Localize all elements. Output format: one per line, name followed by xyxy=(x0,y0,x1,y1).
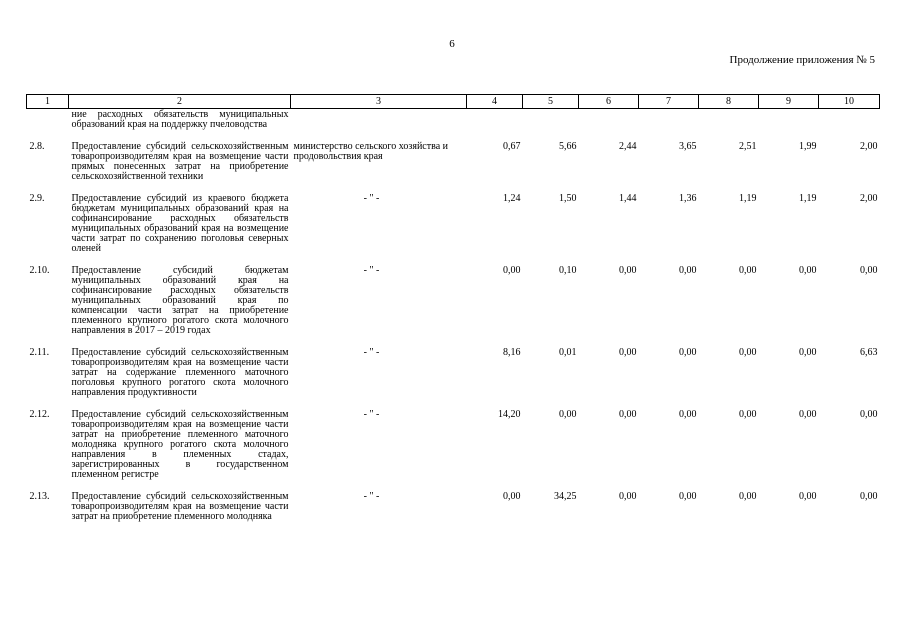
continuation-label: Продолжение приложения № 5 xyxy=(729,54,875,66)
row-value: 0,00 xyxy=(739,265,757,276)
row-description: Предоставление субсидий из краевого бюджета бюджетам муниципальных образований края на софинансирование расходных обязательств муниципальных образований края на возмещение части затрат по сохранению поголовья северных оленей xyxy=(71,193,289,254)
table-row xyxy=(27,136,880,188)
row-value xyxy=(699,109,759,137)
column-header: 2 xyxy=(69,95,291,109)
row-value: 0,00 xyxy=(860,491,878,502)
row-value xyxy=(819,109,880,137)
row-value: 2,44 xyxy=(619,141,637,152)
row-value: 2,00 xyxy=(860,193,878,204)
row-value: 2,51 xyxy=(739,141,757,152)
row-value: 6,63 xyxy=(860,347,878,358)
row-value: 1,19 xyxy=(799,193,817,204)
row-value: 0,01 xyxy=(559,347,577,358)
row-value xyxy=(467,109,523,137)
row-value: 1,36 xyxy=(679,193,697,204)
row-value xyxy=(759,109,819,137)
row-number xyxy=(27,109,69,137)
table-row xyxy=(27,109,880,137)
row-value: 0,00 xyxy=(799,491,817,502)
row-number: 2.8. xyxy=(29,141,45,152)
row-value: 0,00 xyxy=(739,409,757,420)
row-description: Предоставление субсидий сельскохозяйственным товаропроизводителям края на возмещение части затрат на приобретение племенного маточного молодняка крупного рогатого скота молочного направления в племенных стадах, зарегистрированных в государственном племенном регистре xyxy=(71,409,289,480)
row-value: 0,00 xyxy=(799,347,817,358)
table-row xyxy=(27,486,880,528)
row-value: 0,00 xyxy=(860,409,878,420)
table-row xyxy=(27,404,880,486)
row-value: 0,00 xyxy=(860,265,878,276)
column-header: 8 xyxy=(699,95,759,109)
row-value: 5,66 xyxy=(559,141,577,152)
row-value: 0,10 xyxy=(559,265,577,276)
row-value: 0,00 xyxy=(619,347,637,358)
header-row xyxy=(27,95,880,109)
row-value: 1,24 xyxy=(503,193,521,204)
row-number: 2.11. xyxy=(29,347,50,358)
row-value: 3,65 xyxy=(679,141,697,152)
column-header: 5 xyxy=(523,95,579,109)
row-value: 0,00 xyxy=(739,491,757,502)
table-row xyxy=(27,188,880,260)
row-value: 1,19 xyxy=(739,193,757,204)
row-description: ние расходных обязательств муниципальных образований края на поддержку пчеловодства xyxy=(71,109,289,130)
row-description: Предоставление субсидий бюджетам муниципальных образований края на софинансирование расходных обязательств муниципальных образований края по компенсации части затрат на приобретение племенного крупного рогатого скота молочного направления в 2017 – 2019 годах xyxy=(71,265,289,336)
row-number: 2.10. xyxy=(29,265,50,276)
row-value: 0,00 xyxy=(679,491,697,502)
row-executor: - " - xyxy=(363,409,380,420)
row-value: 0,00 xyxy=(619,491,637,502)
row-value: 8,16 xyxy=(503,347,521,358)
row-description: Предоставление субсидий сельскохозяйственным товаропроизводителям края на возмещение части затрат на содержание племенного маточного поголовья крупного рогатого скота молочного направления продуктивности xyxy=(71,347,289,398)
row-description: Предоставление субсидий сельскохозяйственным товаропроизводителям края на возмещение части прямых понесенных затрат на приобретение сельскохозяйственной техники xyxy=(71,141,289,182)
column-header: 4 xyxy=(467,95,523,109)
row-value: 14,20 xyxy=(498,409,521,420)
row-value: 34,25 xyxy=(554,491,577,502)
row-number: 2.12. xyxy=(29,409,50,420)
row-value xyxy=(579,109,639,137)
row-executor: - " - xyxy=(363,265,380,276)
row-value xyxy=(523,109,579,137)
row-value: 0,00 xyxy=(619,265,637,276)
page-number: 6 xyxy=(449,38,455,50)
row-number: 2.13. xyxy=(29,491,50,502)
table-row xyxy=(27,260,880,342)
row-value xyxy=(639,109,699,137)
column-header: 1 xyxy=(27,95,69,109)
column-header: 9 xyxy=(759,95,819,109)
row-value: 0,00 xyxy=(739,347,757,358)
column-header: 10 xyxy=(819,95,880,109)
row-executor: - " - xyxy=(363,193,380,204)
row-value: 0,00 xyxy=(619,409,637,420)
row-value: 1,50 xyxy=(559,193,577,204)
row-value: 0,67 xyxy=(503,141,521,152)
column-header: 3 xyxy=(291,95,467,109)
column-header: 6 xyxy=(579,95,639,109)
row-executor xyxy=(291,109,467,137)
row-value: 0,00 xyxy=(559,409,577,420)
row-value: 1,99 xyxy=(799,141,817,152)
row-value: 0,00 xyxy=(799,409,817,420)
row-executor: министерство сельского хозяйства и продовольствия края xyxy=(293,141,448,162)
table-row xyxy=(27,342,880,404)
appendix-table xyxy=(26,94,880,528)
row-value: 0,00 xyxy=(679,409,697,420)
row-number: 2.9. xyxy=(29,193,45,204)
row-value: 2,00 xyxy=(860,141,878,152)
row-executor: - " - xyxy=(363,347,380,358)
row-value: 0,00 xyxy=(503,491,521,502)
row-value: 0,00 xyxy=(679,347,697,358)
column-header: 7 xyxy=(639,95,699,109)
row-executor: - " - xyxy=(363,491,380,502)
row-value: 0,00 xyxy=(679,265,697,276)
row-value: 1,44 xyxy=(619,193,637,204)
row-value: 0,00 xyxy=(799,265,817,276)
row-description: Предоставление субсидий сельскохозяйственным товаропроизводителям края на возмещение части затрат на приобретение племенного молодняка xyxy=(71,491,289,522)
row-value: 0,00 xyxy=(503,265,521,276)
